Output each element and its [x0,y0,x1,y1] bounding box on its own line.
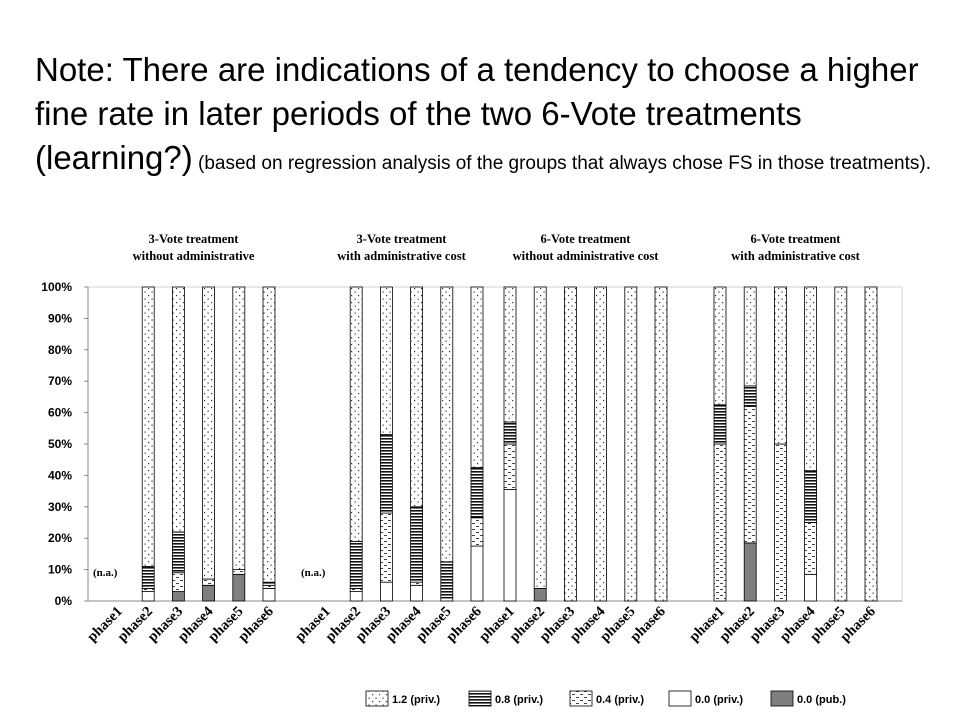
bar-segment-p08 [441,562,453,598]
x-tick-label: phase6 [627,603,669,646]
bar-segment-p00 [142,592,154,601]
legend-label: 1.2 (priv.) [392,694,441,706]
bar-segment-pub [534,588,546,601]
bar-segment-p12 [835,287,847,601]
bar-segment-p12 [233,287,245,570]
x-tick-label: phase4 [382,603,425,646]
x-tick-label: phase2 [114,603,157,646]
y-tick-label: 40% [47,468,72,483]
x-tick-label: phase1 [292,603,334,646]
bar-segment-p12 [142,287,154,566]
bar-segment-p12 [471,287,483,468]
y-tick-label: 70% [47,374,72,389]
bar-segment-p08 [504,422,516,444]
note-main: Note: There are indications of a tendency to choose a higher fine rate in later periods of the two 6-Vote treatments (learning?) [35,51,919,176]
x-tick-label: phase5 [413,603,455,646]
legend-label: 0.0 (priv.) [695,694,744,706]
y-tick-label: 50% [47,437,72,451]
bar-segment-p04 [380,513,392,582]
bar-segment-p08 [172,532,184,573]
y-tick-label: 100% [41,280,72,294]
legend-swatch-p00 [669,691,691,706]
bar-segment-p08 [380,435,392,513]
bar-segment-p12 [625,287,637,601]
bar-segment-p04 [142,588,154,591]
bar-segment-p04 [233,570,245,575]
bar-segment-p12 [203,287,215,579]
x-tick-label: phase5 [205,603,247,646]
legend-label: 0.8 (priv.) [495,694,544,706]
bar-segment-p04 [350,588,362,591]
bar-segment-p12 [172,287,184,532]
group-title: 6-Vote treatment [750,232,841,246]
x-tick-label: phase3 [144,603,187,646]
bar-segment-p08 [714,405,726,444]
bar-segment-p00 [411,585,423,601]
bar-segment-p08 [744,386,756,406]
bar-segment-p12 [774,287,786,444]
bar-segment-p04 [714,444,726,601]
x-tick-label: phase4 [174,603,217,646]
group-title: with administrative cost [337,249,466,263]
bar-segment-p08 [142,566,154,588]
bar-segment-p12 [805,287,817,471]
group-title: with administrative cost [731,249,860,263]
group-title: 3-Vote treatment [356,232,447,246]
legend-swatch-p12 [366,691,388,706]
bar-segment-p04 [471,518,483,546]
bar-segment-p12 [534,287,546,588]
y-tick-label: 20% [47,531,72,546]
x-tick-label: phase2 [506,603,549,646]
x-tick-label: phase2 [322,603,365,646]
legend-swatch-p04 [570,691,592,706]
bar-segment-p04 [263,585,275,588]
bar-segment-p12 [595,287,607,601]
x-tick-label: phase1 [476,603,518,646]
y-tick-label: 10% [47,562,72,577]
x-tick-label: phase3 [536,603,579,646]
y-tick-label: 30% [47,499,72,514]
legend-label: 0.0 (pub.) [797,694,846,706]
x-tick-label: phase5 [597,603,639,646]
bar-segment-p12 [564,287,576,601]
bar-segment-p04 [774,444,786,601]
na-label: (n.a.) [93,567,118,579]
note-detail: (based on regression analysis of the groups that always chose FS in those treatments). [192,153,931,174]
bar-segment-p12 [744,287,756,386]
x-tick-label: phase6 [443,603,485,646]
group-title: 6-Vote treatment [540,232,631,246]
x-tick-label: phase1 [686,603,728,646]
y-tick-label: 90% [47,311,72,326]
bar-segment-p00 [471,546,483,601]
bar-segment-p04 [744,406,756,543]
bar-segment-pub [744,543,756,601]
legend-swatch-p08 [469,691,491,706]
bar-segment-p08 [471,468,483,518]
bar-segment-p12 [714,287,726,405]
group-title: without administrative [132,249,255,263]
x-tick-label: phase3 [746,603,789,646]
x-tick-label: phase3 [352,603,395,646]
bar-segment-p12 [504,287,516,422]
bar-segment-p04 [504,444,516,490]
x-tick-label: phase2 [716,603,759,646]
bar-segment-p04 [411,582,423,585]
bar-segment-p00 [805,574,817,601]
x-tick-label: phase6 [235,603,277,646]
bar-segment-p00 [380,582,392,601]
bar-segment-p12 [411,287,423,507]
legend-swatch-pub [771,691,793,706]
bar-segment-p00 [350,592,362,601]
y-tick-label: 60% [47,405,72,420]
bar-segment-pub [233,574,245,601]
bar-segment-p08 [263,582,275,585]
bar-segment-p12 [441,287,453,562]
group-title: without administrative cost [512,249,659,263]
bar-segment-p08 [411,507,423,582]
x-tick-label: phase1 [84,603,126,646]
bar-segment-p00 [263,588,275,601]
bar-segment-p04 [172,573,184,592]
x-tick-label: phase4 [566,603,609,646]
y-tick-label: 0% [54,594,72,608]
bar-segment-p12 [350,287,362,541]
bar-segment-p04 [805,523,817,575]
bar-segment-pub [172,592,184,601]
bar-segment-p00 [504,490,516,601]
x-tick-label: phase6 [837,603,879,646]
bar-segment-p08 [805,471,817,523]
y-tick-label: 80% [47,342,72,357]
group-title: 3-Vote treatment [148,232,239,246]
x-tick-label: phase5 [807,603,849,646]
bar-segment-p04 [203,579,215,585]
bar-segment-p12 [865,287,877,601]
x-tick-label: phase4 [776,603,819,646]
bar-segment-p08 [350,541,362,588]
bar-segment-p12 [263,287,275,582]
bar-segment-p12 [655,287,667,601]
bar-segment-pub [203,585,215,601]
bar-segment-p00 [441,598,453,601]
legend-label: 0.4 (priv.) [596,694,645,706]
bar-segment-p12 [380,287,392,435]
na-label: (n.a.) [301,567,326,579]
